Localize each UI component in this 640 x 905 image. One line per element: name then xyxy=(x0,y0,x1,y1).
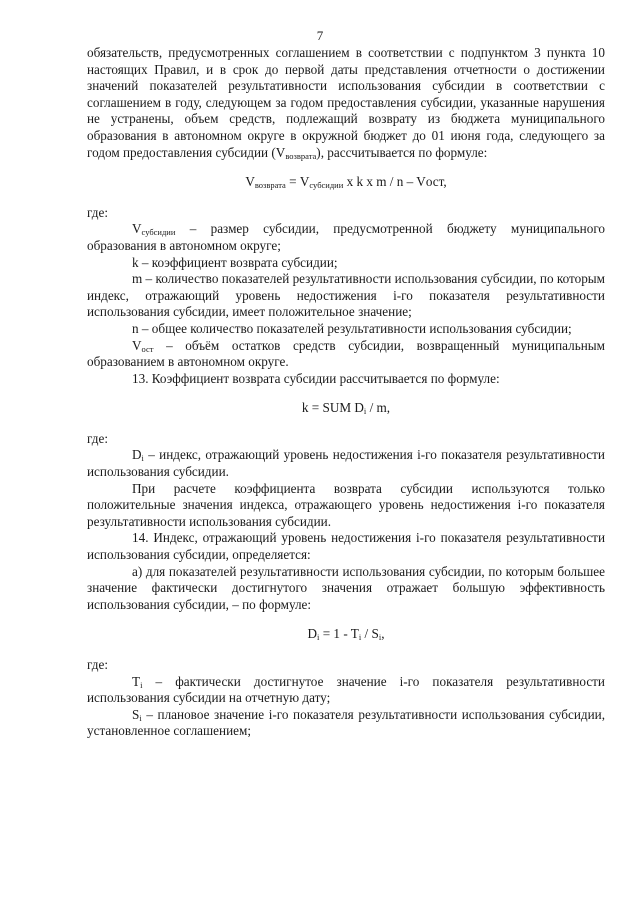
definition-v-remainder: $V_{ост}$ – объём остатков средств субсидии, возвращенный муниципальным образованием в автономном округе. xyxy=(87,337,605,370)
paragraph-calculation: При расчете коэффициента возврата субсидии используются только положительные значения индекса, отражающего уровень недостижения i-го показателя результативности использования субсидии. xyxy=(87,480,605,529)
definition-v-subsidy: $V_{субсидии}$ – размер субсидии, предусмотренной бюджету муниципального образования в автономном округе; xyxy=(87,221,605,253)
paragraph-14: 14. Индекс, отражающий уровень недостижения i-го показателя результативности использования субсидии, определяется: xyxy=(87,530,605,563)
document-body xyxy=(87,45,605,740)
formula-index: $D_i = 1 - T_i / S_i$, xyxy=(307,626,385,643)
formula-coefficient: k = SUM $D_i$ / m, xyxy=(301,400,391,417)
where-label-3: где: xyxy=(87,657,108,672)
definition-m: m – количество показателей результативности использования субсидии, по которым индекс, отражающий уровень недостижения i-го показателя результативности использования субсидии, имеет положительное значение; xyxy=(87,271,605,320)
page-number: 7 xyxy=(316,28,324,43)
definition-n: n – общее количество показателей результативности использования субсидии; xyxy=(132,320,572,336)
formula-return-volume: $V_{возврата} = V_{субсидии}$ х k х m / n – Vост, xyxy=(245,174,447,191)
paragraph-13: 13. Коэффициент возврата субсидии рассчитывается по формуле: xyxy=(132,370,500,386)
paragraph-14a: а) для показателей результативности использования субсидии, по которым большее значение фактически достигнутого значения отражает большую эффективность использования субсидии, – по формуле: xyxy=(87,563,605,612)
definition-di: $D_i$ – индекс, отражающий уровень недостижения i-го показателя результативности использования субсидии. xyxy=(87,447,605,480)
definition-si: $S_i$ – плановое значение i-го показателя результативности использования субсидии, установленное соглашением; xyxy=(87,706,605,739)
where-label-1: где: xyxy=(87,204,108,220)
definition-k: k – коэффициент возврата субсидии; xyxy=(132,254,338,270)
where-label-2: где: xyxy=(87,430,108,446)
paragraph-intro: обязательств, предусмотренных соглашением в соответствии с подпунктом 3 пункта 10 настоящих Правил, и в срок до первой даты представления отчетности о достижении значений показателей результативности использования субсидии в соответствии с соглашением в году, следующем за годом предоставления субсидии, указанные нарушения не устранены, объем средств, подлежащий возврату из бюджета муниципального образования в автономном округе в окружной бюджет до 01 июня года, следующего за годом предоставления субсидии $(V_{возврата})$, рассчитывается по формуле: xyxy=(87,45,605,161)
definition-ti: $T_i$ – фактически достигнутое значение i-го показателя результативности использования субсидии на отчетную дату; xyxy=(87,673,605,706)
